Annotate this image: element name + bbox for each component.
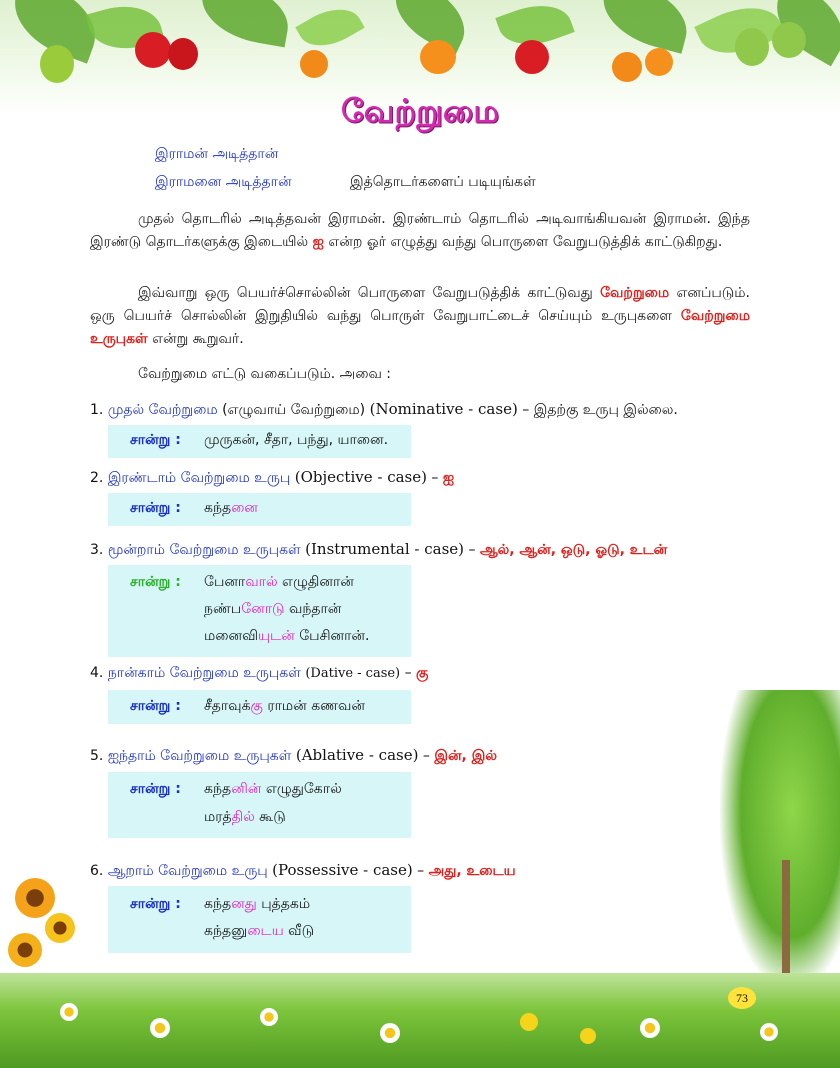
sample-label: சான்று : [130,500,181,516]
sample-box-1: சான்று : முருகன், சீதா, பந்து, யானை. [108,425,411,458]
case-item-6: 6. ஆறாம் வேற்றுமை உருபு (Possessive - case) – அது, உடைய [90,861,516,879]
example-sentence-1: இராமன் அடித்தான் [155,146,279,162]
case-item-3: 3. மூன்றாம் வேற்றுமை உருபுகள் (Instrumental - case) – ஆல், ஆன், ஒடு, ஓடு, உடன் [90,540,668,558]
tree-illustration [720,690,840,990]
case-item-5: 5. ஐந்தாம் வேற்றுமை உருபுகள் (Ablative - case) – இன், இல் [90,746,497,764]
sample-box-4: சான்று : சீதாவுக்கு ராமன் கணவன் [108,690,411,724]
example-sentence-2: இராமனை அடித்தான் [155,174,292,190]
sample-box-3: சான்று : பேனாவால் எழுதினான் நண்பனோடு வந்தான் மனைவியுடன் பேசினான். [108,565,411,657]
page-title: வேற்றுமை [341,92,499,130]
case-item-2: 2. இரண்டாம் வேற்றுமை உருபு (Objective - case) – ஐ [90,468,455,486]
sample-box-2: சான்று : கந்தனை [108,493,411,526]
sample-label: சான்று : [130,432,181,448]
sample-label: சான்று : [130,781,181,797]
highlight-vetrumai: வேற்றுமை [600,285,670,301]
sample-box-6: சான்று : கந்தனது புத்தகம் கந்தனுடைய வீடு [108,886,411,953]
grass-border-bottom [0,973,840,1068]
page-number: 73 [728,987,756,1009]
sample-box-5: சான்று : கந்தனின் எழுதுகோல் மரத்தில் கூடு [108,772,411,838]
sample-label: சான்று : [130,698,181,714]
case-item-1: 1. முதல் வேற்றுமை (எழுவாய் வேற்றுமை) (Nominative - case) – இதற்கு உருபு இல்லை. [90,400,678,418]
case-item-4: 4. நான்காம் வேற்றுமை உருபுகள் (Dative - case) – கு [90,665,429,681]
intro-line: வேற்றுமை எட்டு வகைப்படும். அவை : [138,366,392,382]
paragraph-1: முதல் தொடரில் அடித்தவன் இராமன். இரண்டாம் தொடரில் அடிவாங்கியவன் இராமன். இந்த இரண்டு தொடர்களுக்கு இடையில் ஐ என்ற ஓர் எழுத்து வந்து பொருளை வேறுபடுத்திக் காட்டுகிறது. [90,211,750,250]
highlight-vetrumai-urubugal: வேற்றுமை உருபுகள் [90,308,750,347]
highlight-ai: ஐ [312,234,324,250]
example-instruction: இத்தொடர்களைப் படியுங்கள் [350,174,536,190]
sample-label: சான்று : [130,896,181,912]
sample-label: சான்று : [130,574,181,590]
paragraph-2: இவ்வாறு ஒரு பெயர்ச்சொல்லின் பொருளை வேறுபடுத்திக் காட்டுவது வேற்றுமை எனப்படும். ஒரு பெயர்ச் சொல்லின் இறுதியில் வந்து பொருள் வேறுபாட்டைச் செய்யும் உருபுகளை வேற்றுமை உருபுகள் என்று கூறுவர். [90,285,751,347]
